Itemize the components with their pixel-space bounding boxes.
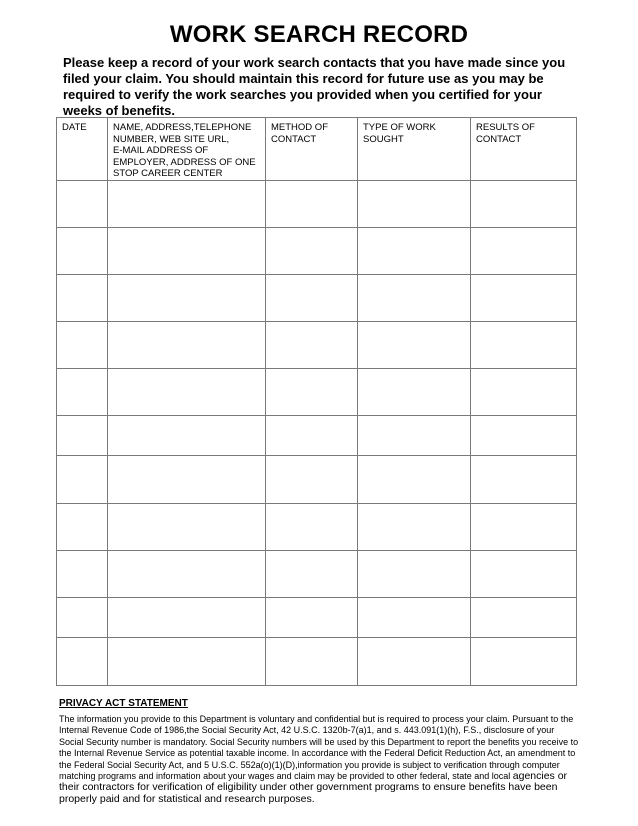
header-date: DATE xyxy=(57,118,108,181)
header-type-of-work: TYPE OF WORK SOUGHT xyxy=(358,118,471,181)
work-search-table xyxy=(56,117,577,686)
work-type-cell[interactable] xyxy=(358,228,471,275)
method-cell[interactable] xyxy=(266,322,358,369)
method-cell[interactable] xyxy=(266,504,358,551)
privacy-statement-text xyxy=(59,714,581,805)
method-cell[interactable] xyxy=(266,456,358,504)
privacy-heading: PRIVACY ACT STATEMENT xyxy=(59,698,188,709)
results-cell[interactable] xyxy=(471,456,577,504)
results-cell[interactable] xyxy=(471,638,577,686)
method-cell[interactable] xyxy=(266,228,358,275)
employer-info-cell[interactable] xyxy=(108,456,266,504)
instructions-paragraph: Please keep a record of your work search contacts that you have made since you filed your claim. You should maintain this record for future use as you may be required to verify the work searches you provided when you certified for your weeks of benefits. xyxy=(63,55,566,118)
date-cell[interactable] xyxy=(57,504,108,551)
work-type-cell[interactable] xyxy=(358,638,471,686)
method-cell[interactable] xyxy=(266,416,358,456)
method-cell[interactable] xyxy=(266,551,358,598)
employer-info-cell[interactable] xyxy=(108,369,266,416)
date-cell[interactable] xyxy=(57,228,108,275)
work-type-cell[interactable] xyxy=(358,322,471,369)
header-results-of-contact: RESULTS OF CONTACT xyxy=(471,118,577,181)
employer-info-cell[interactable] xyxy=(108,551,266,598)
header-method-of-contact: METHOD OF CONTACT xyxy=(266,118,358,181)
table-row xyxy=(57,551,577,598)
work-type-cell[interactable] xyxy=(358,598,471,638)
method-cell[interactable] xyxy=(266,275,358,322)
date-cell[interactable] xyxy=(57,551,108,598)
date-cell[interactable] xyxy=(57,275,108,322)
employer-info-cell[interactable] xyxy=(108,598,266,638)
results-cell[interactable] xyxy=(471,416,577,456)
employer-info-cell[interactable] xyxy=(108,322,266,369)
work-type-cell[interactable] xyxy=(358,275,471,322)
results-cell[interactable] xyxy=(471,369,577,416)
results-cell[interactable] xyxy=(471,504,577,551)
header-employer-info: NAME, ADDRESS,TELEPHONE NUMBER, WEB SITE URL, E-MAIL ADDRESS OF EMPLOYER, ADDRESS OF ONE STOP CAREER CENTER xyxy=(108,118,266,181)
date-cell[interactable] xyxy=(57,456,108,504)
table-row xyxy=(57,504,577,551)
results-cell[interactable] xyxy=(471,181,577,228)
results-cell[interactable] xyxy=(471,322,577,369)
employer-info-cell[interactable] xyxy=(108,504,266,551)
work-type-cell[interactable] xyxy=(358,504,471,551)
table-row xyxy=(57,228,577,275)
employer-info-cell[interactable] xyxy=(108,228,266,275)
form-title: WORK SEARCH RECORD xyxy=(169,21,469,48)
employer-info-cell[interactable] xyxy=(108,638,266,686)
method-cell[interactable] xyxy=(266,598,358,638)
table-row xyxy=(57,181,577,228)
results-cell[interactable] xyxy=(471,598,577,638)
table-row xyxy=(57,416,577,456)
date-cell[interactable] xyxy=(57,369,108,416)
date-cell[interactable] xyxy=(57,598,108,638)
employer-info-cell[interactable] xyxy=(108,181,266,228)
date-cell[interactable] xyxy=(57,322,108,369)
table-row xyxy=(57,638,577,686)
method-cell[interactable] xyxy=(266,638,358,686)
method-cell[interactable] xyxy=(266,369,358,416)
date-cell[interactable] xyxy=(57,181,108,228)
table-row xyxy=(57,275,577,322)
table-body xyxy=(57,181,577,686)
work-type-cell[interactable] xyxy=(358,416,471,456)
table-row xyxy=(57,598,577,638)
employer-info-cell[interactable] xyxy=(108,275,266,322)
table-header-row xyxy=(57,118,577,181)
table-row xyxy=(57,369,577,416)
work-type-cell[interactable] xyxy=(358,181,471,228)
results-cell[interactable] xyxy=(471,275,577,322)
method-cell[interactable] xyxy=(266,181,358,228)
date-cell[interactable] xyxy=(57,638,108,686)
table-row xyxy=(57,456,577,504)
employer-info-cell[interactable] xyxy=(108,416,266,456)
work-type-cell[interactable] xyxy=(358,369,471,416)
table-row xyxy=(57,322,577,369)
results-cell[interactable] xyxy=(471,228,577,275)
work-type-cell[interactable] xyxy=(358,551,471,598)
privacy-text-part-1: The information you provide to this Department is voluntary and confidential but is required to process your claim. Pursuant to the Internal Revenue Code of 1986,the Social Security Act, 42 U.S.C. 1320b-7(a)1, and s. 443.091(1)(h), F.S., disclosure of your Social Security number is mandatory. Social Security numbers will be used by this Department to report the benefits you receive to the Internal Revenue Service as potential taxable income. In accordance with the Federal Deficit Reduction Act, an amendment to the Federal Social Security Act, and 5 U.S.C. 552a(o)(1)(D),information you provide is subject to verification through computer matching programs and information about your wages and claim may be provided to other federal, state and local xyxy=(59,714,579,782)
results-cell[interactable] xyxy=(471,551,577,598)
work-type-cell[interactable] xyxy=(358,456,471,504)
privacy-text-part-2: agencies or their contractors for verification of eligibility under other government programs to ensure benefits have been properly paid and for statistical and research purposes. xyxy=(59,770,568,805)
date-cell[interactable] xyxy=(57,416,108,456)
